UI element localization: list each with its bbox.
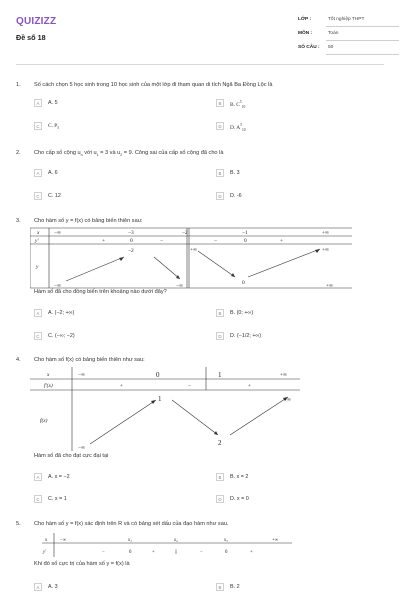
option-text: A. 3 xyxy=(48,584,58,590)
sign: + xyxy=(120,383,124,389)
y-value: −∞ xyxy=(54,283,61,289)
option-letter: A xyxy=(34,473,42,481)
sign: − xyxy=(188,383,192,389)
y-value: −2 xyxy=(128,248,134,254)
f-value: 1 xyxy=(158,395,162,403)
option-text: C. $P_5$ xyxy=(48,123,60,131)
sign: || xyxy=(175,550,177,555)
option-letter: D xyxy=(216,495,224,503)
x-label: x xyxy=(37,230,40,236)
option-letter: A xyxy=(34,583,42,591)
f-value: −∞ xyxy=(78,445,85,451)
option-text: B. $C^5_{10}$ xyxy=(230,100,246,109)
y-value: −∞ xyxy=(176,283,183,289)
option-text: B. x = 2 xyxy=(230,474,249,480)
x-label: x xyxy=(45,538,48,543)
y-value: 0 xyxy=(242,280,245,286)
option-letter: C xyxy=(34,192,42,200)
header-field-subject xyxy=(298,28,393,42)
question-2 xyxy=(16,150,384,210)
x-value: x₁ xyxy=(128,538,132,543)
f-value: 2 xyxy=(218,439,222,447)
option-text: D. (−1/2; +∞) xyxy=(230,333,262,339)
option-letter: B xyxy=(216,309,224,317)
option-letter: C xyxy=(34,122,42,130)
sign: − xyxy=(102,550,105,555)
option-text: D. -6 xyxy=(230,193,242,199)
header-info xyxy=(298,14,393,56)
y-value: +∞ xyxy=(190,247,197,253)
x-value: −∞ xyxy=(78,372,85,378)
x-value: −∞ xyxy=(60,538,67,543)
field-value: Tốt nghiệp THPT xyxy=(328,17,365,22)
sign: − xyxy=(200,550,203,555)
y-value: +∞ xyxy=(326,283,333,289)
option-letter: D xyxy=(216,122,224,130)
field-label: MÔN : xyxy=(298,31,313,36)
x-value: x₃ xyxy=(224,538,228,543)
option-text: B. (0; +∞) xyxy=(230,310,254,316)
option-text: A. 6 xyxy=(48,170,58,176)
fp-label: f'(x) xyxy=(44,383,53,389)
option-letter: A xyxy=(34,99,42,107)
option-letter: A xyxy=(34,309,42,317)
yp-label: y' xyxy=(35,238,39,244)
field-value: Toán xyxy=(328,31,339,36)
question-text: Cho cấp số cộng $u_n$ với $u_1 = 3$ và $u_2 = 9$. Công sai của cấp số cộng đã cho là xyxy=(34,150,224,158)
option-letter: C xyxy=(34,332,42,340)
question-prompt: Khi đó số cực trị của hàm số y = f(x) là xyxy=(34,561,130,567)
x-label: x xyxy=(47,372,50,378)
x-value: −∞ xyxy=(54,230,61,236)
field-label: LỚP : xyxy=(298,17,312,22)
sign: 0 xyxy=(129,550,132,555)
question-number: 4. xyxy=(16,357,21,363)
sign: + xyxy=(280,238,284,244)
sign: − xyxy=(214,238,218,244)
question-number: 1. xyxy=(16,82,21,88)
sign: − xyxy=(160,238,164,244)
option-letter: C xyxy=(34,495,42,503)
question-text: Cho hàm số y = f(x) xác định trên R và có bảng xét dấu của đạo hàm như sau. xyxy=(34,521,229,527)
question-prompt: Hàm số đã cho đồng biến trên khoảng nào dưới đây? xyxy=(34,289,167,295)
question-5 xyxy=(16,521,384,597)
sign: + xyxy=(102,238,106,244)
option-text: B. 3 xyxy=(230,170,240,176)
field-value: 50 xyxy=(328,45,334,50)
y-label: y xyxy=(36,264,39,270)
x-value: +∞ xyxy=(322,230,329,236)
sign: + xyxy=(248,383,252,389)
option-letter: D xyxy=(216,332,224,340)
variation-table-3 xyxy=(30,227,352,289)
option-text: A. (−2; +∞) xyxy=(48,310,75,316)
worksheet-header xyxy=(16,12,384,58)
option-text: C. 12 xyxy=(48,193,61,199)
question-number: 3. xyxy=(16,218,21,224)
option-text: D. $A^5_{10}$ xyxy=(230,123,246,132)
option-letter: B xyxy=(216,583,224,591)
quizizz-logo: QUIZIZZ xyxy=(16,16,57,27)
x-value: +∞ xyxy=(272,538,279,543)
question-3 xyxy=(16,218,384,346)
x-value: 1 xyxy=(218,371,222,379)
x-value: +∞ xyxy=(280,372,287,378)
x-value: 0 xyxy=(156,371,160,379)
header-divider xyxy=(16,64,384,65)
question-text: Số cách chọn 5 học sinh trong 10 học sinh của một lớp đi tham quan di tích Ngã Ba Đồng Lộc là xyxy=(34,82,273,88)
option-text: C. (−∞; −2) xyxy=(48,333,75,339)
option-letter: B xyxy=(216,473,224,481)
option-letter: B xyxy=(216,99,224,107)
option-letter: A xyxy=(34,169,42,177)
sign: 0 xyxy=(130,238,133,244)
question-number: 2. xyxy=(16,150,21,156)
sign: 0 xyxy=(225,550,228,555)
question-1 xyxy=(16,82,384,142)
x-value: −3 xyxy=(128,230,134,236)
option-text: A. x = −2 xyxy=(48,474,70,480)
question-prompt: Hàm số đã cho đạt cực đại tại xyxy=(34,453,109,459)
page-title: Đề số 18 xyxy=(16,33,46,42)
sign-table-5 xyxy=(42,533,292,563)
question-number: 5. xyxy=(16,521,21,527)
option-letter: B xyxy=(216,169,224,177)
x-value: −2 xyxy=(182,230,188,236)
f-value: +∞ xyxy=(284,397,291,403)
variation-table-4 xyxy=(30,367,300,451)
sign: 0 xyxy=(244,238,247,244)
option-text: A. 5 xyxy=(48,100,58,106)
option-text: C. x = 1 xyxy=(48,496,67,502)
header-field-class xyxy=(298,14,393,28)
yp-label: y' xyxy=(43,550,47,555)
f-label: f(x) xyxy=(40,418,48,424)
sign: + xyxy=(152,550,155,555)
sign: + xyxy=(250,550,253,555)
y-value: +∞ xyxy=(322,247,329,253)
x-value: x₂ xyxy=(174,538,178,543)
field-label: SỐ CÂU : xyxy=(298,45,320,50)
x-value: −1 xyxy=(242,230,248,236)
question-text: Cho hàm số f(x) có bảng biến thiên như sau: xyxy=(34,357,145,363)
question-4 xyxy=(16,357,384,507)
option-text: B. 2 xyxy=(230,584,240,590)
question-text: Cho hàm số y = f(x) có bảng biến thiên sau: xyxy=(34,218,143,224)
header-field-count xyxy=(298,42,393,56)
option-letter: D xyxy=(216,192,224,200)
option-text: D. x = 0 xyxy=(230,496,249,502)
